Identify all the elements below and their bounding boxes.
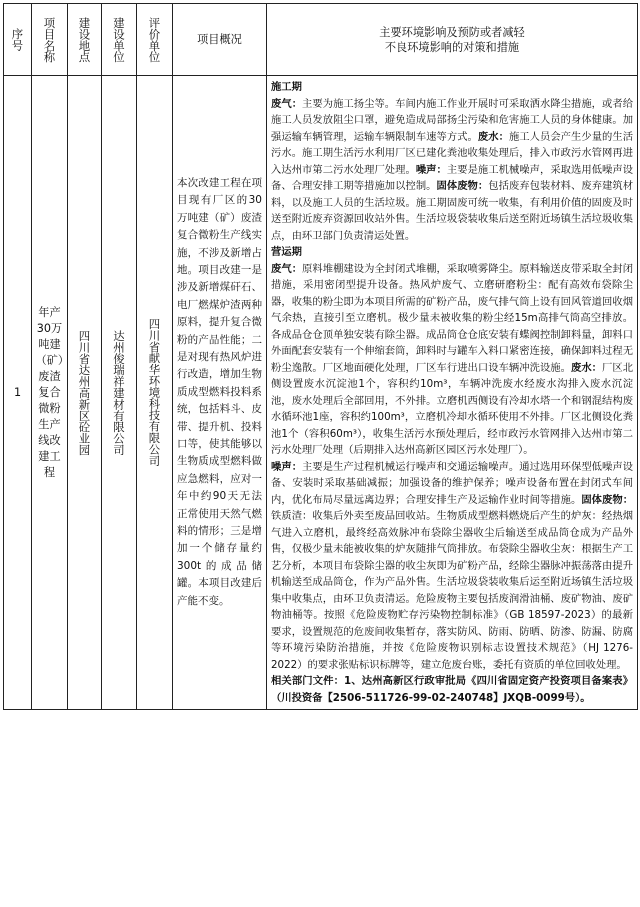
construction-noise-label: 噪声： xyxy=(415,163,447,176)
header-evaluator: 评价单位 xyxy=(137,4,173,76)
cell-evaluator: 四川省献华环境科技有限公司 xyxy=(137,76,173,710)
table-row xyxy=(4,76,638,710)
operation-noise-paragraph xyxy=(271,459,633,674)
cell-builder: 达州俊瑞祥建材有限公司 xyxy=(102,76,137,710)
operation-gas-label: 废气： xyxy=(271,262,303,275)
cell-overview: 本次改建工程在项目现有厂区的30万吨建（矿）废渣复合微粉生产线实施，不涉及新增占地。项目改建一是涉及新增煤矸石、电厂燃煤炉渣两种原料，提升复合微粉的产品性能；二是对现有热风炉进行改造，增加生物质成型燃料投料系统，包括料斗、皮带、提升机、投料口等，使其能够以生物质成型燃料做应急燃料，应对一年中约90天无法正常使用天然气燃料的情形；三是增加一个储存量约300t的成品储罐。本项目改建后产能不变。 xyxy=(173,76,267,710)
header-overview: 项目概况 xyxy=(173,4,267,76)
cell-measures xyxy=(267,76,638,710)
construction-water-text: 施工人员会产生少量的生活污水。施工期生活污水利用厂区已建化粪池收集处理后，排入市政污水管网再进入达州市第二污水处理厂处理。 xyxy=(271,130,634,176)
construction-heading: 施工期 xyxy=(271,81,302,93)
header-location: 建设地点 xyxy=(68,4,102,76)
operation-noise-text: 主要是生产过程机械运行噪声和交通运输噪声。通过选用环保型低噪声设备、安装时采取基础减振；加强设备的维护保养；噪声设备布置在封闭式车间内，优化布局尽量远离边界；合理安排生产及运输作业时间等措施。 xyxy=(271,460,634,506)
cell-seq: 1 xyxy=(4,76,32,710)
operation-gas-text: 原料堆棚建设为全封闭式堆棚，采取喷雾降尘。原料输送皮带采取全封闭措施，采用密闭型提升设备。热风炉废气、立磨研磨粉尘：配有高效布袋除尘器，收集的粉尘即为本项目所需的矿粉产品，废气排气筒上设有回风管道回收烟气余热，直接引至立磨机。极少量未被收集的粉尘经15m高排气筒高空排放。各成品仓仓顶单独安装有除尘器。成品筒仓仓底安装有蝶阀控制卸料量，卸料口外面配套安装有一个伸缩套筒，卸料时与罐车入料口紧密连接，确保卸料过程无粉尘逸散。厂区地面硬化处理，厂区车行进出口设车辆冲洗设施。 xyxy=(271,262,634,374)
operation-noise-label: 噪声： xyxy=(271,460,303,473)
header-measures-line2: 不良环境影响的对策和措施 xyxy=(384,40,520,54)
operation-water-text: 厂区北侧设置废水沉淀池1个，容积约10m³，车辆冲洗废水经废水沟排入废水沉淀池，废水处理后全部回用，不外排。立磨机西侧设有冷却水塔一个和钢混结构废水循环池1座，容积约100m³，立磨机冷却水循环使用不外排。厂区北侧设化粪池1个（容积60m³），收集生活污水预处理后，经市政污水管网排入达州市第二污水处理厂处理（后期排入达州高新区园区污水处理厂）。 xyxy=(271,361,634,456)
operation-solid-label: 固体废物： xyxy=(581,493,634,506)
operation-solid-text: 铁质渣：收集后外卖至废品回收站。生物质成型燃料燃烧后产生的炉灰：经热烟气进入立磨机，最终经高效脉冲布袋除尘器收尘后输送至成品筒仓成为产品外售，仅极少量未能被收集的炉灰随排气筒排放。布袋除尘器收尘灰：根据生产工艺分析，本项目布袋除尘器的收尘灰即为矿粉产品，经除尘器脉冲振荡落由提升机输送至成品筒仓，作为产品外售。生活垃圾袋装收集后运至附近场镇生活垃圾集中收集点，由环卫负责清运。危险废物主要包括废润滑油桶、废矿物油、废矿物油桶等。按照《危险废物贮存污染物控制标准》（GB 18597-2023）的最新要求，设置规范的危废间收集暂存，落实防风、防雨、防晒、防渗、防漏、防腐等环境污染防治措施，并按《危险废物识别标志设置技术规范》（HJ 1276-2022）的要求张贴标识标牌等，建立危废台账，委托有资质的单位回收处理。 xyxy=(271,510,633,671)
operation-water-label: 废水： xyxy=(570,361,603,374)
construction-solid-label: 固体废物： xyxy=(436,180,489,192)
header-seq: 序号 xyxy=(4,4,32,76)
header-row xyxy=(4,4,638,76)
cell-project-name: 年产30万吨建（矿）废渣复合微粉生产线改建工程 xyxy=(32,76,68,710)
operation-heading: 营运期 xyxy=(271,246,302,258)
construction-noise-text: 主要是施工机械噪声，采取选用低噪声设备、合理安排工期等措施加以控制。 xyxy=(271,163,634,192)
construction-gas-label: 废气： xyxy=(271,97,303,110)
construction-paragraph xyxy=(271,96,633,245)
header-builder: 建设单位 xyxy=(102,4,137,76)
construction-gas-text: 主要为施工扬尘等。车间内施工作业开展时可采取洒水降尘措施，或者给施工人员发放阻尘口罩，避免造成局部扬尘污染和危害施工人员的身体健康。加强运输车辆管理，运输车辆限制车速等方式。 xyxy=(271,97,634,143)
operation-paragraph xyxy=(271,261,633,459)
construction-water-label: 废水： xyxy=(477,130,509,143)
approval-document: 相关部门文件：1、达州高新区行政审批局《四川省固定资产投资项目备案表》（川投资备【2506-511726-99-02-240748】JXQB-0099号）。 xyxy=(271,675,633,704)
header-project-name: 项目名称 xyxy=(32,4,68,76)
cell-location: 四川省达州高新区砼业园 xyxy=(68,76,102,710)
header-measures-line1: 主要环境影响及预防或者减轻 xyxy=(379,25,525,39)
construction-solid-text: 包括废弃包装材料、废弃建筑材料，以及施工人员的生活垃圾。施工期固废可统一收集，有利用价值的固废及时送至附近废弃资源回收站外售。生活垃圾袋装收集后送至附近场镇生活垃圾收集点，由环卫部门负责清运处置。 xyxy=(271,180,634,242)
eia-table xyxy=(3,3,638,710)
header-measures xyxy=(267,4,638,76)
